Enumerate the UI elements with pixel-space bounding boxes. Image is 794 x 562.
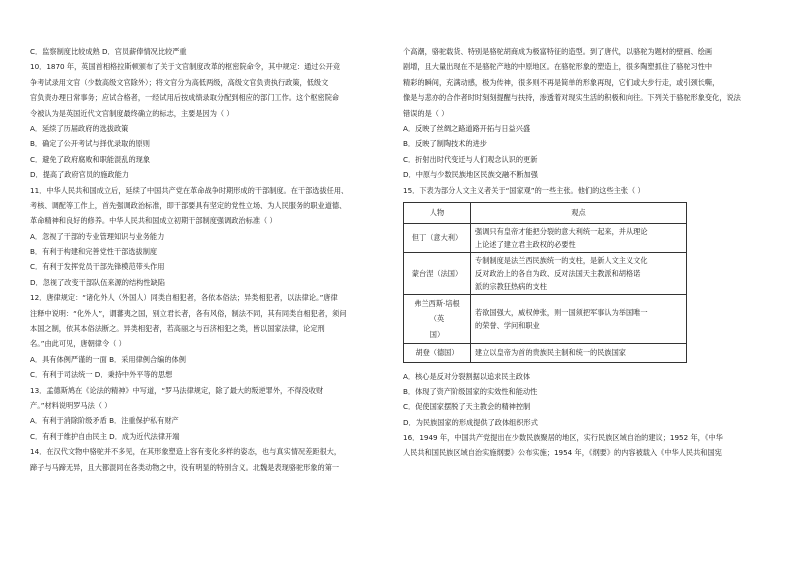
view-cell xyxy=(471,252,687,294)
person-name: 国） xyxy=(429,329,445,339)
text-line: 产。”材料说明罗马法（ ） xyxy=(30,400,112,410)
text-line: 16．1949 年，中国共产党提出在少数民族聚居的地区，实行民族区域自治的建议；1952 年，《中华 xyxy=(403,433,723,443)
text-line: B．反映了制陶技术的进步 xyxy=(403,139,487,149)
text-line: C．促使国家摆脱了天主教会的精神控制 xyxy=(403,402,531,412)
text-line: D．提高了政府官员的施政能力 xyxy=(30,170,129,180)
text-line: B．有利于构建和完善党性干部选拔制度 xyxy=(30,247,158,257)
view-line: 派的宗教狂热病的支柱 xyxy=(475,281,547,291)
text-line: D．为民族国家的形成提供了政体组织形式 xyxy=(403,417,538,427)
view-line: 专制制度是法兰西民族统一的支柱，是新人文主义文化 xyxy=(475,255,648,265)
text-line: 像是与悲亦的合作者时时刻刻提醒与扶持，渗透着对现实生活的积极和向往。下列关于骆驼形象变化，说法 xyxy=(403,93,741,103)
text-line: C．有利于发挥党员干部先锋模范带头作用 xyxy=(30,262,165,272)
text-line: 蹄子与马蹄无异，且大都混同在各类动物之中，没有明显的特别含义。北魏是表现骆驼形象的第一 xyxy=(30,462,340,472)
right-column xyxy=(403,44,769,461)
view-cell xyxy=(471,223,687,252)
text-line: D．忽视了改变干部队伍来源的结构性缺陷 xyxy=(30,277,165,287)
text-line: D．中原与少数民族地区民族交融不断加强 xyxy=(403,170,538,180)
text-line: C．监察制度比较成熟 D．官员薪俸情况比较严重 xyxy=(30,47,187,56)
text-line: A．核心是反对分裂割据以追求民主政体 xyxy=(403,371,531,381)
view-line: 若欲国强大，威权伸张，则一国须把军事认为举国唯一 xyxy=(475,308,648,318)
text-line: 15．下表为部分人文主义者关于“国家观”的一些主张。他们的这些主张（ ） xyxy=(403,185,645,195)
person-name: 但丁（意大利） xyxy=(411,233,463,243)
text-line: 令被认为是英国近代文官制度最终确立的标志，主要是因为（ ） xyxy=(30,108,234,118)
view-line: 强调只有皇帝才能把分裂的意大利统一起来，并从理论 xyxy=(475,226,648,236)
text-line: 个高潮，骆驼载货、特别是骆驼胡商成为极富特征的造型。到了唐代，以骆驼为题材的壁画、绘画 xyxy=(403,47,713,56)
text-line: C．有利于维护自由民主 D．成为近代法律开端 xyxy=(30,431,180,441)
left-column xyxy=(30,44,392,475)
text-line: 10．1870 年，英国首相格拉斯顿颁布了关于文官制度改革的枢密院命令，其中规定：通过公开竞 xyxy=(30,62,341,72)
text-line: 12．唐律规定：“诸化外人（外国人）同类自相犯者，各依本俗法；异类相犯者，以法律论。”唐律 xyxy=(30,293,338,303)
person-name: 蒙台涅（法国） xyxy=(411,268,463,278)
text-line: 人民共和国民族区域自治实施纲要》公布实施；1954 年，《纲要》的内容被载入《中华人民共和国宪 xyxy=(403,448,722,458)
table-row xyxy=(404,294,687,343)
text-line: 精彩的瞬间，充满动感，极为传神，很多则不再是简单的形象再现，它们或大步行走，或引颈长嘶， xyxy=(403,77,720,87)
person-cell xyxy=(404,223,471,252)
text-line: 错误的是（ ） xyxy=(403,108,449,118)
table-row xyxy=(404,252,687,294)
text-line: 考核、调配等工作上，首先强调政治标准，即干部要具有坚定的党性立场、为人民服务的职业道德、 xyxy=(30,200,347,210)
person-cell xyxy=(404,344,471,362)
question-14-15-text xyxy=(403,44,769,198)
text-line: 争考试录用文官（少数高级文官除外）；将文官分为高低两级，高级文官负责执行政策，低级文 xyxy=(30,77,329,87)
text-line: C．避免了政府腐败和职能混乱的现象 xyxy=(30,154,151,164)
text-line: 官负责办理日常事务；应试合格者，一经试用后按成绩录取分配到相应的部门工作。这个枢密院命 xyxy=(30,93,340,103)
text-line: 13．孟德斯鸠在《论法的精神》中写道，“罗马法律规定，除了最大的叛逆罪外，不得没收财 xyxy=(30,385,324,395)
table-header-row xyxy=(404,202,687,223)
view-line: 上论述了建立君主政权的必要性 xyxy=(475,239,576,249)
view-cell xyxy=(471,294,687,343)
text-line: 本国之制，依其本俗法断之。异类相犯者，若高丽之与百济相犯之类，皆以国家法律，论定刑 xyxy=(30,324,325,334)
question-15-16-text xyxy=(403,369,769,461)
view-line: 反对政治上的各自为政、反对法国天主教派和胡格诺 xyxy=(475,268,641,278)
text-line: B．确定了公开考试与择优录取的原则 xyxy=(30,139,150,149)
text-line: 名。”由此可见，唐朝律令（ ） xyxy=(30,339,126,349)
text-line: 剧增，且大量出现在不是骆驼产地的中原地区。在骆驼形象的塑造上，很多陶塑抓住了骆驼习性中 xyxy=(403,62,713,72)
person-cell xyxy=(404,252,471,294)
view-line: 的荣誉、学问和职业 xyxy=(475,321,540,331)
header-view: 观点 xyxy=(471,202,687,223)
header-person: 人物 xyxy=(404,202,471,223)
text-line: A．忽视了干部的专业管理知识与业务能力 xyxy=(30,231,165,241)
person-name: 弗兰西斯·培根（英 xyxy=(414,298,460,324)
text-line: 11．中华人民共和国成立后，延续了中国共产党在革命战争时期形成的干部制度。在干部选拔任用、 xyxy=(30,185,349,195)
text-line: 革命精神和良好的修养。中华人民共和国成立初期干部制度强调政治标准（ ） xyxy=(30,216,277,226)
table-row xyxy=(404,344,687,362)
table-row xyxy=(404,223,687,252)
humanist-views-table xyxy=(403,202,687,363)
text-line: B．体现了资产阶级国家的实效性和能动性 xyxy=(403,386,538,396)
person-cell xyxy=(404,294,471,343)
view-cell xyxy=(471,344,687,362)
text-line: 14．在汉代文物中骆驼并不多见，在其形象塑造上容有变化多样的姿态，也与真实情况差距很大， xyxy=(30,447,342,457)
person-name: 胡登（德国） xyxy=(415,348,459,358)
text-line: 注释中说明：“化外人”，谓蕃夷之国，别立君长者，各有风俗，制法不同，其有同类自相犯者，须问 xyxy=(30,308,347,318)
text-line: C．有利于司法统一 D．秉持中外平等的思想 xyxy=(30,370,173,380)
text-line: A．延续了历届政府的选拔政策 xyxy=(30,123,129,133)
text-line: A．具有体例严谨的一面 B．采用律例合编的体例 xyxy=(30,354,186,364)
text-line: C．折射出时代变迁与人们观念认识的更新 xyxy=(403,154,538,164)
text-line: A．有利于消除阶级矛盾 B．注重保护私有财产 xyxy=(30,416,179,426)
view-line: 建立以皇帝为首的贵族民主制和统一的民族国家 xyxy=(475,348,626,358)
text-line: A．反映了丝绸之路道路开拓与日益兴盛 xyxy=(403,123,531,133)
